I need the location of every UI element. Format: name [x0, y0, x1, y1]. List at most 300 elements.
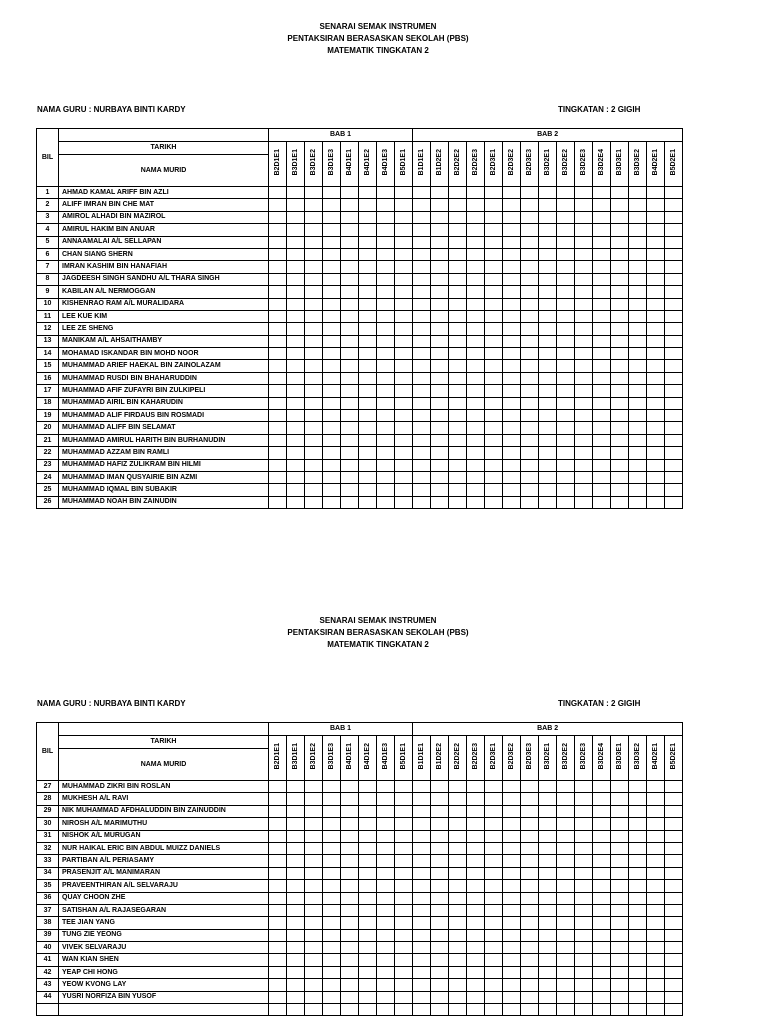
- check-cell[interactable]: [431, 360, 449, 372]
- check-cell[interactable]: [269, 434, 287, 446]
- check-cell[interactable]: [395, 471, 413, 483]
- check-cell[interactable]: [539, 867, 557, 879]
- check-cell[interactable]: [521, 335, 539, 347]
- check-cell[interactable]: [305, 842, 323, 854]
- check-cell[interactable]: [359, 199, 377, 211]
- check-cell[interactable]: [413, 459, 431, 471]
- check-cell[interactable]: [665, 323, 683, 335]
- check-cell[interactable]: [377, 348, 395, 360]
- check-cell[interactable]: [413, 484, 431, 496]
- check-cell[interactable]: [557, 422, 575, 434]
- check-cell[interactable]: [395, 880, 413, 892]
- check-cell[interactable]: [629, 360, 647, 372]
- check-cell[interactable]: [629, 880, 647, 892]
- check-cell[interactable]: [503, 954, 521, 966]
- check-cell[interactable]: [593, 298, 611, 310]
- check-cell[interactable]: [593, 360, 611, 372]
- check-cell[interactable]: [467, 459, 485, 471]
- check-cell[interactable]: [305, 979, 323, 991]
- check-cell[interactable]: [665, 892, 683, 904]
- check-cell[interactable]: [485, 422, 503, 434]
- check-cell[interactable]: [467, 236, 485, 248]
- check-cell[interactable]: [593, 236, 611, 248]
- check-cell[interactable]: [305, 248, 323, 260]
- check-cell[interactable]: [503, 805, 521, 817]
- check-cell[interactable]: [593, 187, 611, 199]
- check-cell[interactable]: [323, 323, 341, 335]
- check-cell[interactable]: [665, 904, 683, 916]
- check-cell[interactable]: [485, 929, 503, 941]
- check-cell[interactable]: [521, 211, 539, 223]
- check-cell[interactable]: [647, 410, 665, 422]
- check-cell[interactable]: [629, 892, 647, 904]
- check-cell[interactable]: [539, 199, 557, 211]
- check-cell[interactable]: [359, 966, 377, 978]
- check-cell[interactable]: [449, 422, 467, 434]
- check-cell[interactable]: [647, 422, 665, 434]
- check-cell[interactable]: [287, 793, 305, 805]
- check-cell[interactable]: [377, 372, 395, 384]
- check-cell[interactable]: [413, 781, 431, 793]
- check-cell[interactable]: [557, 830, 575, 842]
- check-cell[interactable]: [323, 286, 341, 298]
- check-cell[interactable]: [647, 434, 665, 446]
- check-cell[interactable]: [269, 842, 287, 854]
- check-cell[interactable]: [557, 187, 575, 199]
- check-cell[interactable]: [395, 830, 413, 842]
- check-cell[interactable]: [629, 410, 647, 422]
- check-cell[interactable]: [665, 447, 683, 459]
- check-cell[interactable]: [395, 335, 413, 347]
- check-cell[interactable]: [449, 224, 467, 236]
- check-cell[interactable]: [557, 248, 575, 260]
- check-cell[interactable]: [647, 224, 665, 236]
- check-cell[interactable]: [269, 979, 287, 991]
- check-cell[interactable]: [503, 211, 521, 223]
- check-cell[interactable]: [359, 793, 377, 805]
- check-cell[interactable]: [503, 830, 521, 842]
- check-cell[interactable]: [467, 310, 485, 322]
- check-cell[interactable]: [629, 459, 647, 471]
- check-cell[interactable]: [575, 187, 593, 199]
- check-cell[interactable]: [341, 187, 359, 199]
- check-cell[interactable]: [431, 496, 449, 508]
- check-cell[interactable]: [611, 323, 629, 335]
- check-cell[interactable]: [575, 966, 593, 978]
- check-cell[interactable]: [395, 236, 413, 248]
- check-cell[interactable]: [503, 323, 521, 335]
- check-cell[interactable]: [539, 360, 557, 372]
- check-cell[interactable]: [557, 855, 575, 867]
- check-cell[interactable]: [485, 385, 503, 397]
- check-cell[interactable]: [377, 484, 395, 496]
- check-cell[interactable]: [593, 830, 611, 842]
- check-cell[interactable]: [575, 248, 593, 260]
- check-cell[interactable]: [557, 818, 575, 830]
- check-cell[interactable]: [539, 211, 557, 223]
- check-cell[interactable]: [629, 335, 647, 347]
- check-cell[interactable]: [305, 286, 323, 298]
- check-cell[interactable]: [377, 273, 395, 285]
- check-cell[interactable]: [611, 1004, 629, 1016]
- check-cell[interactable]: [539, 496, 557, 508]
- check-cell[interactable]: [449, 818, 467, 830]
- check-cell[interactable]: [611, 310, 629, 322]
- check-cell[interactable]: [467, 805, 485, 817]
- check-cell[interactable]: [323, 310, 341, 322]
- check-cell[interactable]: [485, 471, 503, 483]
- check-cell[interactable]: [647, 979, 665, 991]
- check-cell[interactable]: [611, 199, 629, 211]
- check-cell[interactable]: [305, 880, 323, 892]
- check-cell[interactable]: [503, 855, 521, 867]
- check-cell[interactable]: [287, 286, 305, 298]
- check-cell[interactable]: [341, 385, 359, 397]
- check-cell[interactable]: [629, 929, 647, 941]
- check-cell[interactable]: [485, 942, 503, 954]
- check-cell[interactable]: [575, 1004, 593, 1016]
- check-cell[interactable]: [341, 929, 359, 941]
- check-cell[interactable]: [305, 310, 323, 322]
- check-cell[interactable]: [593, 954, 611, 966]
- check-cell[interactable]: [287, 360, 305, 372]
- check-cell[interactable]: [557, 410, 575, 422]
- check-cell[interactable]: [287, 1004, 305, 1016]
- check-cell[interactable]: [593, 892, 611, 904]
- check-cell[interactable]: [431, 434, 449, 446]
- check-cell[interactable]: [647, 966, 665, 978]
- check-cell[interactable]: [431, 335, 449, 347]
- check-cell[interactable]: [485, 917, 503, 929]
- check-cell[interactable]: [521, 397, 539, 409]
- check-cell[interactable]: [665, 360, 683, 372]
- check-cell[interactable]: [341, 199, 359, 211]
- check-cell[interactable]: [485, 286, 503, 298]
- check-cell[interactable]: [593, 261, 611, 273]
- check-cell[interactable]: [341, 892, 359, 904]
- check-cell[interactable]: [305, 1004, 323, 1016]
- check-cell[interactable]: [503, 434, 521, 446]
- check-cell[interactable]: [395, 793, 413, 805]
- check-cell[interactable]: [647, 348, 665, 360]
- check-cell[interactable]: [377, 917, 395, 929]
- check-cell[interactable]: [359, 372, 377, 384]
- check-cell[interactable]: [593, 793, 611, 805]
- check-cell[interactable]: [413, 236, 431, 248]
- check-cell[interactable]: [467, 248, 485, 260]
- check-cell[interactable]: [359, 248, 377, 260]
- check-cell[interactable]: [539, 335, 557, 347]
- check-cell[interactable]: [575, 991, 593, 1003]
- check-cell[interactable]: [413, 199, 431, 211]
- check-cell[interactable]: [287, 323, 305, 335]
- check-cell[interactable]: [665, 434, 683, 446]
- check-cell[interactable]: [395, 372, 413, 384]
- check-cell[interactable]: [467, 471, 485, 483]
- check-cell[interactable]: [629, 917, 647, 929]
- check-cell[interactable]: [521, 422, 539, 434]
- check-cell[interactable]: [521, 273, 539, 285]
- check-cell[interactable]: [539, 880, 557, 892]
- check-cell[interactable]: [647, 793, 665, 805]
- check-cell[interactable]: [593, 372, 611, 384]
- check-cell[interactable]: [377, 496, 395, 508]
- check-cell[interactable]: [287, 187, 305, 199]
- check-cell[interactable]: [611, 818, 629, 830]
- check-cell[interactable]: [287, 842, 305, 854]
- check-cell[interactable]: [431, 929, 449, 941]
- check-cell[interactable]: [485, 310, 503, 322]
- check-cell[interactable]: [359, 929, 377, 941]
- check-cell[interactable]: [647, 1004, 665, 1016]
- check-cell[interactable]: [449, 410, 467, 422]
- check-cell[interactable]: [269, 496, 287, 508]
- check-cell[interactable]: [467, 447, 485, 459]
- check-cell[interactable]: [485, 335, 503, 347]
- check-cell[interactable]: [467, 917, 485, 929]
- check-cell[interactable]: [341, 434, 359, 446]
- check-cell[interactable]: [395, 966, 413, 978]
- check-cell[interactable]: [287, 979, 305, 991]
- check-cell[interactable]: [575, 385, 593, 397]
- check-cell[interactable]: [377, 966, 395, 978]
- check-cell[interactable]: [467, 273, 485, 285]
- check-cell[interactable]: [539, 979, 557, 991]
- check-cell[interactable]: [503, 917, 521, 929]
- check-cell[interactable]: [467, 966, 485, 978]
- check-cell[interactable]: [377, 954, 395, 966]
- check-cell[interactable]: [575, 199, 593, 211]
- check-cell[interactable]: [431, 979, 449, 991]
- check-cell[interactable]: [539, 966, 557, 978]
- check-cell[interactable]: [269, 286, 287, 298]
- check-cell[interactable]: [449, 917, 467, 929]
- check-cell[interactable]: [575, 484, 593, 496]
- check-cell[interactable]: [467, 904, 485, 916]
- check-cell[interactable]: [557, 348, 575, 360]
- check-cell[interactable]: [665, 942, 683, 954]
- check-cell[interactable]: [431, 323, 449, 335]
- check-cell[interactable]: [269, 966, 287, 978]
- check-cell[interactable]: [539, 459, 557, 471]
- check-cell[interactable]: [521, 248, 539, 260]
- check-cell[interactable]: [431, 1004, 449, 1016]
- check-cell[interactable]: [341, 830, 359, 842]
- check-cell[interactable]: [593, 248, 611, 260]
- check-cell[interactable]: [395, 904, 413, 916]
- check-cell[interactable]: [269, 867, 287, 879]
- check-cell[interactable]: [359, 496, 377, 508]
- check-cell[interactable]: [413, 335, 431, 347]
- check-cell[interactable]: [377, 867, 395, 879]
- check-cell[interactable]: [647, 397, 665, 409]
- check-cell[interactable]: [467, 979, 485, 991]
- check-cell[interactable]: [665, 979, 683, 991]
- check-cell[interactable]: [431, 348, 449, 360]
- check-cell[interactable]: [377, 991, 395, 1003]
- check-cell[interactable]: [665, 310, 683, 322]
- check-cell[interactable]: [323, 1004, 341, 1016]
- check-cell[interactable]: [539, 323, 557, 335]
- check-cell[interactable]: [557, 805, 575, 817]
- check-cell[interactable]: [557, 793, 575, 805]
- check-cell[interactable]: [521, 830, 539, 842]
- check-cell[interactable]: [629, 484, 647, 496]
- check-cell[interactable]: [269, 360, 287, 372]
- check-cell[interactable]: [593, 867, 611, 879]
- check-cell[interactable]: [395, 310, 413, 322]
- check-cell[interactable]: [395, 855, 413, 867]
- check-cell[interactable]: [539, 991, 557, 1003]
- check-cell[interactable]: [341, 224, 359, 236]
- check-cell[interactable]: [557, 447, 575, 459]
- check-cell[interactable]: [467, 422, 485, 434]
- check-cell[interactable]: [467, 867, 485, 879]
- check-cell[interactable]: [575, 286, 593, 298]
- check-cell[interactable]: [323, 348, 341, 360]
- check-cell[interactable]: [269, 818, 287, 830]
- check-cell[interactable]: [557, 929, 575, 941]
- check-cell[interactable]: [467, 818, 485, 830]
- check-cell[interactable]: [503, 904, 521, 916]
- check-cell[interactable]: [305, 917, 323, 929]
- check-cell[interactable]: [341, 397, 359, 409]
- check-cell[interactable]: [341, 781, 359, 793]
- check-cell[interactable]: [269, 397, 287, 409]
- check-cell[interactable]: [431, 310, 449, 322]
- check-cell[interactable]: [665, 855, 683, 867]
- check-cell[interactable]: [395, 459, 413, 471]
- check-cell[interactable]: [269, 310, 287, 322]
- check-cell[interactable]: [539, 422, 557, 434]
- check-cell[interactable]: [557, 966, 575, 978]
- check-cell[interactable]: [287, 892, 305, 904]
- check-cell[interactable]: [377, 385, 395, 397]
- check-cell[interactable]: [593, 904, 611, 916]
- check-cell[interactable]: [539, 904, 557, 916]
- check-cell[interactable]: [593, 979, 611, 991]
- check-cell[interactable]: [413, 447, 431, 459]
- check-cell[interactable]: [629, 818, 647, 830]
- check-cell[interactable]: [467, 942, 485, 954]
- check-cell[interactable]: [431, 904, 449, 916]
- check-cell[interactable]: [557, 496, 575, 508]
- check-cell[interactable]: [323, 199, 341, 211]
- check-cell[interactable]: [575, 842, 593, 854]
- check-cell[interactable]: [341, 496, 359, 508]
- check-cell[interactable]: [287, 830, 305, 842]
- check-cell[interactable]: [629, 422, 647, 434]
- check-cell[interactable]: [629, 323, 647, 335]
- check-cell[interactable]: [305, 942, 323, 954]
- check-cell[interactable]: [287, 335, 305, 347]
- check-cell[interactable]: [359, 422, 377, 434]
- check-cell[interactable]: [287, 471, 305, 483]
- check-cell[interactable]: [413, 793, 431, 805]
- check-cell[interactable]: [269, 904, 287, 916]
- check-cell[interactable]: [323, 211, 341, 223]
- check-cell[interactable]: [413, 867, 431, 879]
- check-cell[interactable]: [287, 781, 305, 793]
- check-cell[interactable]: [413, 434, 431, 446]
- check-cell[interactable]: [557, 236, 575, 248]
- check-cell[interactable]: [449, 892, 467, 904]
- check-cell[interactable]: [629, 298, 647, 310]
- check-cell[interactable]: [629, 471, 647, 483]
- check-cell[interactable]: [449, 942, 467, 954]
- check-cell[interactable]: [575, 805, 593, 817]
- check-cell[interactable]: [575, 298, 593, 310]
- check-cell[interactable]: [395, 892, 413, 904]
- check-cell[interactable]: [269, 348, 287, 360]
- check-cell[interactable]: [575, 979, 593, 991]
- check-cell[interactable]: [449, 211, 467, 223]
- check-cell[interactable]: [395, 385, 413, 397]
- check-cell[interactable]: [287, 348, 305, 360]
- check-cell[interactable]: [269, 471, 287, 483]
- check-cell[interactable]: [413, 496, 431, 508]
- check-cell[interactable]: [611, 224, 629, 236]
- check-cell[interactable]: [539, 397, 557, 409]
- check-cell[interactable]: [593, 286, 611, 298]
- check-cell[interactable]: [341, 805, 359, 817]
- check-cell[interactable]: [413, 224, 431, 236]
- check-cell[interactable]: [413, 261, 431, 273]
- check-cell[interactable]: [611, 372, 629, 384]
- check-cell[interactable]: [539, 781, 557, 793]
- check-cell[interactable]: [503, 385, 521, 397]
- check-cell[interactable]: [341, 248, 359, 260]
- check-cell[interactable]: [323, 372, 341, 384]
- check-cell[interactable]: [359, 805, 377, 817]
- check-cell[interactable]: [395, 224, 413, 236]
- check-cell[interactable]: [323, 335, 341, 347]
- check-cell[interactable]: [323, 979, 341, 991]
- check-cell[interactable]: [629, 187, 647, 199]
- check-cell[interactable]: [539, 434, 557, 446]
- check-cell[interactable]: [575, 422, 593, 434]
- check-cell[interactable]: [521, 199, 539, 211]
- check-cell[interactable]: [647, 904, 665, 916]
- check-cell[interactable]: [449, 261, 467, 273]
- check-cell[interactable]: [377, 323, 395, 335]
- check-cell[interactable]: [593, 966, 611, 978]
- check-cell[interactable]: [449, 793, 467, 805]
- check-cell[interactable]: [485, 261, 503, 273]
- check-cell[interactable]: [323, 904, 341, 916]
- check-cell[interactable]: [431, 484, 449, 496]
- check-cell[interactable]: [341, 484, 359, 496]
- check-cell[interactable]: [413, 954, 431, 966]
- check-cell[interactable]: [611, 855, 629, 867]
- check-cell[interactable]: [341, 855, 359, 867]
- check-cell[interactable]: [467, 1004, 485, 1016]
- check-cell[interactable]: [611, 236, 629, 248]
- check-cell[interactable]: [593, 942, 611, 954]
- check-cell[interactable]: [485, 248, 503, 260]
- check-cell[interactable]: [413, 805, 431, 817]
- check-cell[interactable]: [359, 261, 377, 273]
- check-cell[interactable]: [467, 385, 485, 397]
- check-cell[interactable]: [287, 880, 305, 892]
- check-cell[interactable]: [305, 261, 323, 273]
- check-cell[interactable]: [557, 991, 575, 1003]
- check-cell[interactable]: [575, 224, 593, 236]
- check-cell[interactable]: [539, 236, 557, 248]
- check-cell[interactable]: [521, 818, 539, 830]
- check-cell[interactable]: [593, 348, 611, 360]
- check-cell[interactable]: [287, 224, 305, 236]
